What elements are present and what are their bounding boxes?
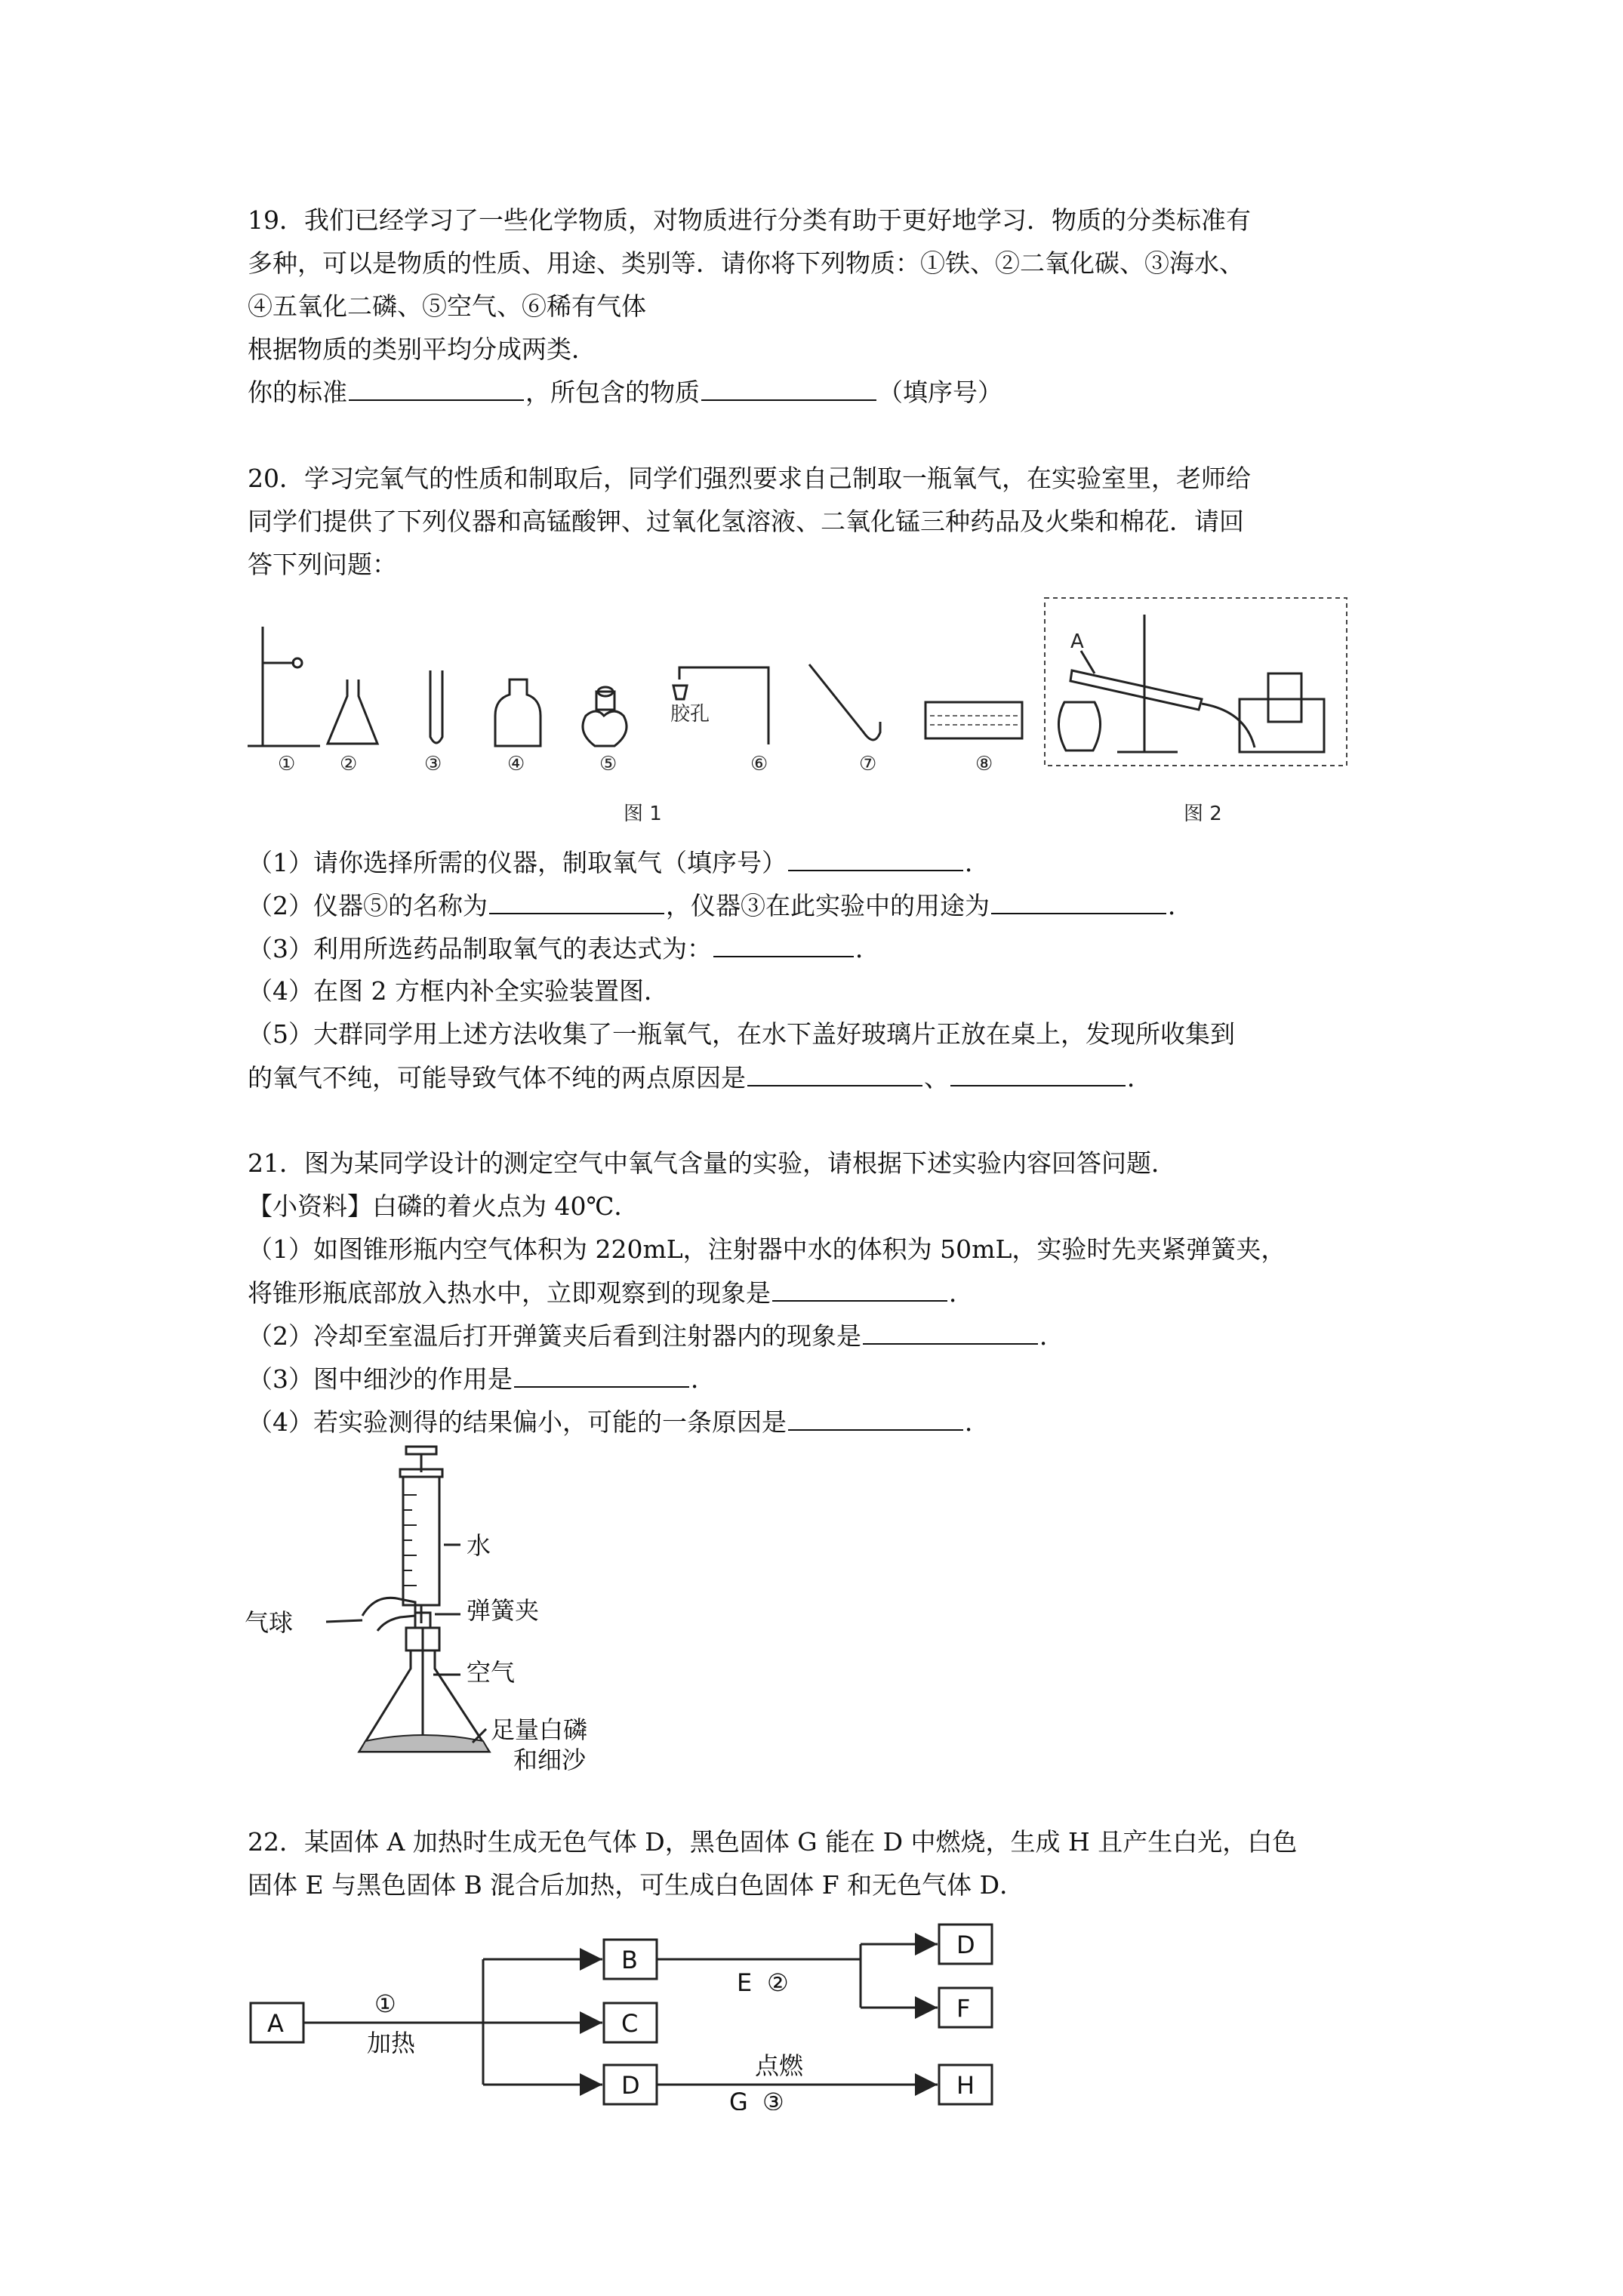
- node-d2: D: [956, 1931, 975, 1959]
- heat-label: 加热: [367, 2029, 416, 2057]
- q20-part5-text: 的氧气不纯，可能导致气体不纯的两点原因是: [248, 1063, 746, 1093]
- instrument-num-2: ②: [340, 753, 358, 775]
- q19-standard-blank[interactable]: [349, 375, 524, 401]
- q20-part2-blank2[interactable]: [991, 889, 1166, 914]
- step3-label: ③: [762, 2088, 784, 2110]
- syringe: [400, 1447, 442, 1623]
- q21-part1-blank[interactable]: [772, 1276, 947, 1302]
- q22-reaction-diagram: [242, 1922, 1072, 2110]
- q20-part2-end: ．: [1168, 891, 1193, 920]
- instrument-num-3: ③: [424, 753, 442, 775]
- instrument-numbers: [278, 753, 993, 775]
- spring-clamp: [415, 1613, 430, 1628]
- q20-part1-blank[interactable]: [788, 846, 963, 871]
- q21-part4-end: ．: [965, 1407, 990, 1437]
- q20-part2: [248, 889, 1193, 923]
- node-c: C: [621, 2009, 639, 2038]
- instrument-num-6: ⑥: [750, 753, 768, 775]
- q20-part4: （4）在图 2 方框内补全实验装置图．: [248, 976, 669, 1006]
- q20-line2: 同学们提供了下列仪器和高锰酸钾、过氧化氢溶液、二氧化锰三种药品及火柴和棉花．请回: [248, 507, 1244, 536]
- conical-flask: [359, 1628, 489, 1752]
- q22-line1: 22．某固体 A 加热时生成无色气体 D，黑色固体 G 能在 D 中燃烧，生成 H 且产生白光，白色: [248, 1827, 1298, 1857]
- q21-part2-blank[interactable]: [863, 1319, 1038, 1345]
- water-label: 水: [467, 1531, 491, 1560]
- q20-part1-text: （1）请你选择所需的仪器，制取氧气（填序号）: [248, 848, 787, 877]
- q21-part3: [248, 1362, 716, 1396]
- q21-part3-end: ．: [691, 1364, 716, 1394]
- instrument-num-7: ⑦: [859, 753, 877, 775]
- node-a: A: [267, 2009, 284, 2038]
- q19-hint: （填序号）: [878, 378, 1002, 407]
- q21-part2-end: ．: [1039, 1321, 1064, 1351]
- rubber-stopper-label: 胶孔: [670, 703, 710, 726]
- delivery-tube-instrument: [670, 667, 768, 744]
- q20-part5-sep: 、: [924, 1063, 949, 1093]
- figure2-label-a: A: [1070, 630, 1084, 653]
- q20-part5-end: ．: [1127, 1063, 1152, 1093]
- step1-label: ①: [374, 1989, 396, 2018]
- q20-part2-text-b: ，仪器③在此实验中的用途为: [666, 891, 990, 920]
- conical-flask-instrument: [328, 680, 377, 744]
- balloon-label: 气球: [245, 1608, 294, 1637]
- figure2-caption: 图 2: [1184, 803, 1222, 825]
- q19-line1: 19．我们已经学习了一些化学物质，对物质进行分类有助于更好地学习．物质的分类标准有: [248, 205, 1251, 235]
- q21-part1-end: ．: [949, 1278, 974, 1308]
- q21-line1: 21．图为某同学设计的测定空气中氧气含量的实验，请根据下述实验内容回答问题．: [248, 1148, 1176, 1178]
- air-label: 空气: [467, 1658, 516, 1687]
- q19-line4: 根据物质的类别平均分成两类．: [248, 334, 596, 364]
- clamp-label: 弹簧夹: [467, 1596, 540, 1625]
- q21-part1-line1: （1）如图锥形瓶内空气体积为 220mL，注射器中水的体积为 50mL，实验时先夹紧弹簧夹，: [248, 1234, 1286, 1264]
- q19-substances-label: ，所包含的物质: [525, 378, 700, 407]
- instrument-num-8: ⑧: [975, 753, 993, 775]
- q20-part5-line2: [248, 1061, 1152, 1095]
- q19-substances-blank[interactable]: [701, 375, 876, 401]
- q21-part1-line2: [248, 1276, 974, 1310]
- q22-line2: 固体 E 与黑色固体 B 混合后加热，可生成白色固体 F 和无色气体 D．: [248, 1870, 1025, 1900]
- q21-part4-blank[interactable]: [788, 1405, 963, 1431]
- q20-part5-blank2[interactable]: [950, 1061, 1126, 1086]
- figure2-frame: [1045, 598, 1347, 766]
- q19-line3: ④五氧化二磷、⑤空气、⑥稀有气体: [248, 291, 646, 321]
- instrument-num-1: ①: [278, 753, 296, 775]
- figure1-caption: 图 1: [624, 803, 662, 825]
- q20-line1: 20．学习完氧气的性质和制取后，同学们强烈要求自己制取一瓶氧气，在实验室里，老师给: [248, 464, 1251, 493]
- alcohol-lamp-instrument: [583, 687, 627, 746]
- q20-figures: [242, 589, 1374, 831]
- q20-part5-line1: （5）大群同学用上述方法收集了一瓶氧气，在水下盖好玻璃片正放在桌上，发现所收集到: [248, 1019, 1235, 1049]
- q21-part4: [248, 1405, 990, 1439]
- bent-tube-instrument: [809, 664, 880, 740]
- q21-part2: [248, 1319, 1064, 1353]
- q21-apparatus-figure: [242, 1442, 664, 1774]
- q19-line2: 多种，可以是物质的性质、用途、类别等．请你将下列物质：①铁、②二氧化碳、③海水、: [248, 248, 1244, 278]
- gas-bottle-instrument: [495, 680, 540, 746]
- q21-part1-text: 将锥形瓶底部放入热水中，立即观察到的现象是: [248, 1278, 771, 1308]
- instrument-num-4: ④: [507, 753, 525, 775]
- q21-line2: 【小资料】白磷的着火点为 40℃．: [248, 1191, 639, 1221]
- phosphorus-label-1: 足量白磷: [491, 1715, 588, 1744]
- q21-part4-text: （4）若实验测得的结果偏小，可能的一条原因是: [248, 1407, 787, 1437]
- q20-part3: [248, 932, 880, 966]
- q20-part5-blank1[interactable]: [747, 1061, 922, 1086]
- q21-part3-blank[interactable]: [514, 1362, 689, 1388]
- ignite-label: 点燃: [755, 2051, 804, 2080]
- q20-part3-end: ．: [855, 934, 880, 963]
- node-d: D: [621, 2071, 640, 2100]
- q20-line3: 答下列问题：: [248, 550, 397, 579]
- balloon: [326, 1598, 415, 1631]
- reagent-e-label: E: [737, 1968, 753, 1997]
- q20-part3-blank[interactable]: [713, 932, 854, 957]
- q20-part1-end: ．: [965, 848, 990, 877]
- reagent-g-label: G: [729, 2088, 748, 2110]
- q20-part2-text-a: （2）仪器⑤的名称为: [248, 891, 488, 920]
- q19-line5: [248, 375, 1002, 409]
- q21-part3-text: （3）图中细沙的作用是: [248, 1364, 513, 1394]
- q20-part1: [248, 846, 990, 880]
- test-tube-instrument: [430, 670, 442, 743]
- node-f: F: [956, 1994, 971, 2023]
- q21-part2-text: （2）冷却至室温后打开弹簧夹后看到注射器内的现象是: [248, 1321, 861, 1351]
- node-h: H: [956, 2071, 975, 2100]
- q20-part2-blank1[interactable]: [489, 889, 664, 914]
- node-b: B: [621, 1946, 638, 1974]
- phosphorus-label-2: 和细沙: [513, 1746, 587, 1774]
- instrument-num-5: ⑤: [599, 753, 617, 775]
- q20-part3-text: （3）利用所选药品制取氧气的表达式为：: [248, 934, 712, 963]
- water-trough-instrument: [925, 702, 1022, 738]
- step2-label: ②: [767, 1968, 789, 1997]
- iron-stand-instrument: [248, 627, 320, 746]
- q19-standard-label: 你的标准: [248, 378, 347, 407]
